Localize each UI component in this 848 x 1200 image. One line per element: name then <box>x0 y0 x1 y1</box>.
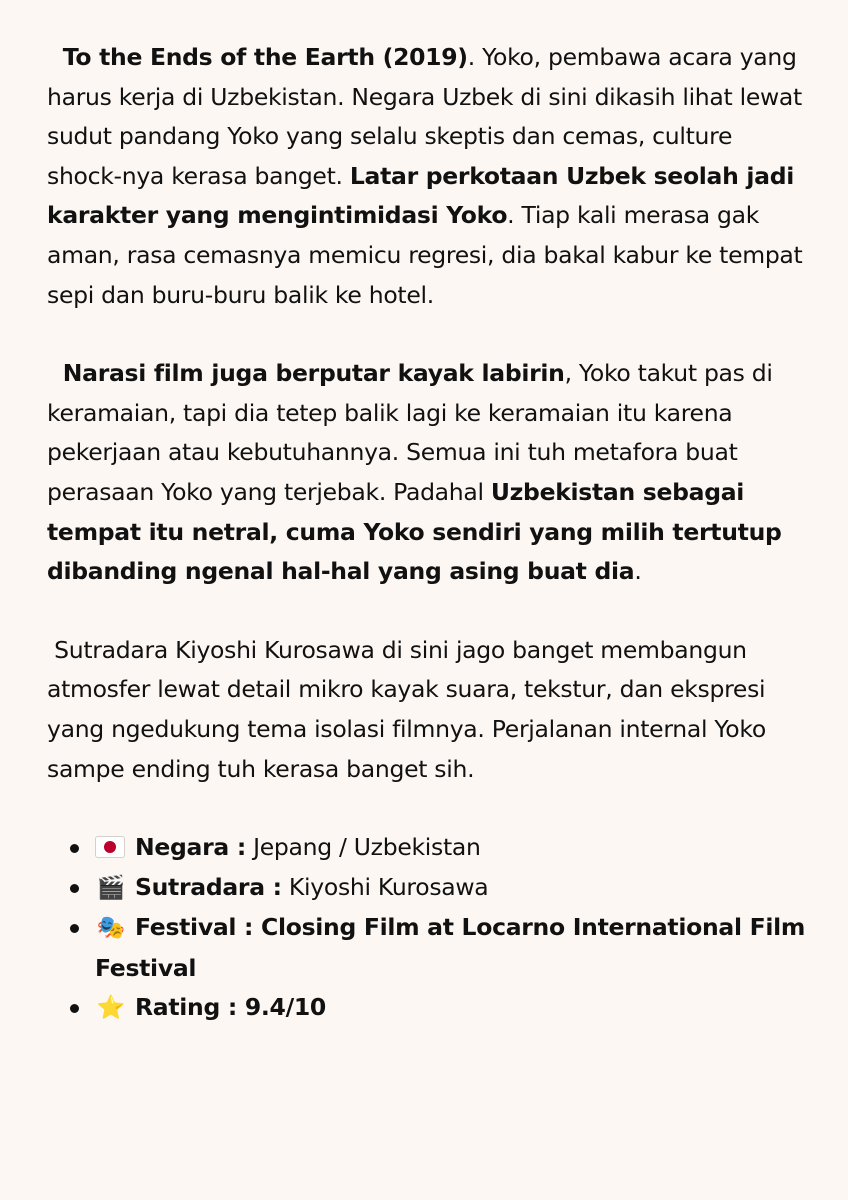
detail-value: Closing Film at Locarno International Film Festival <box>95 913 806 982</box>
review-paragraph-3 <box>47 631 808 789</box>
film-details-list <box>47 828 808 1029</box>
bullet-dot <box>70 1004 79 1013</box>
highlight-text: Latar perkotaan Uzbek seolah jadi karakter yang mengintimidasi Yoko <box>47 161 795 230</box>
review-paragraph-2 <box>47 354 808 592</box>
bullet-dot <box>70 924 79 933</box>
bullet-dot <box>70 884 79 893</box>
detail-country <box>95 828 808 868</box>
star-icon: ⭐ <box>96 995 126 1022</box>
film-title: To the Ends of the Earth (2019) <box>47 43 468 71</box>
review-paragraph-1 <box>47 38 808 315</box>
detail-label: Negara : <box>135 833 246 862</box>
paragraph-text: Sutradara Kiyoshi Kurosawa di sini jago banget membangun atmosfer lewat detail mikro kayak suara, tekstur, dan ekspresi yang ngedukung tema isolasi filmnya. Perjalanan internal Yoko sampe ending tuh kerasa banget sih. <box>47 635 766 783</box>
detail-rating <box>95 988 808 1029</box>
detail-director <box>95 868 808 909</box>
paragraph-text: . <box>634 557 642 586</box>
detail-label: Rating : <box>135 993 237 1022</box>
detail-value: 9.4/10 <box>236 993 326 1022</box>
detail-label: Sutradara : <box>135 872 282 901</box>
bullet-dot <box>70 844 79 853</box>
clapperboard-icon: 🎬 <box>96 874 126 901</box>
detail-festival <box>95 908 808 988</box>
paragraph-text: , Yoko takut pas di keramaian, tapi dia tetep balik lagi ke keramaian itu karena pekerjaan atau kebutuhannya. Semua ini tuh metafora buat perasaan Yoko yang terjebak. Padahal <box>47 359 773 506</box>
highlight-text: Uzbekistan sebagai tempat itu netral, cuma Yoko sendiri yang milih tertutup dibanding ngenal hal-hal yang asing buat dia <box>47 477 782 586</box>
performing-arts-icon: 🎭 <box>96 915 126 942</box>
detail-value: Kiyoshi Kurosawa <box>281 872 489 901</box>
japan-flag-icon <box>95 836 125 858</box>
highlight-text: Narasi film juga berputar kayak labirin <box>47 359 565 388</box>
detail-label: Festival : <box>135 913 254 942</box>
paragraph-text: . Yoko, pembawa acara yang harus kerja di Uzbekistan. Negara Uzbek di sini dikasih lihat lewat sudut pandang Yoko yang selalu skeptis dan cemas, culture shock-nya kerasa banget. <box>47 43 802 190</box>
detail-value: Jepang / Uzbekistan <box>245 833 481 862</box>
paragraph-text: . Tiap kali merasa gak aman, rasa cemasnya memicu regresi, dia bakal kabur ke tempat sepi dan buru-buru balik ke hotel. <box>47 201 803 309</box>
